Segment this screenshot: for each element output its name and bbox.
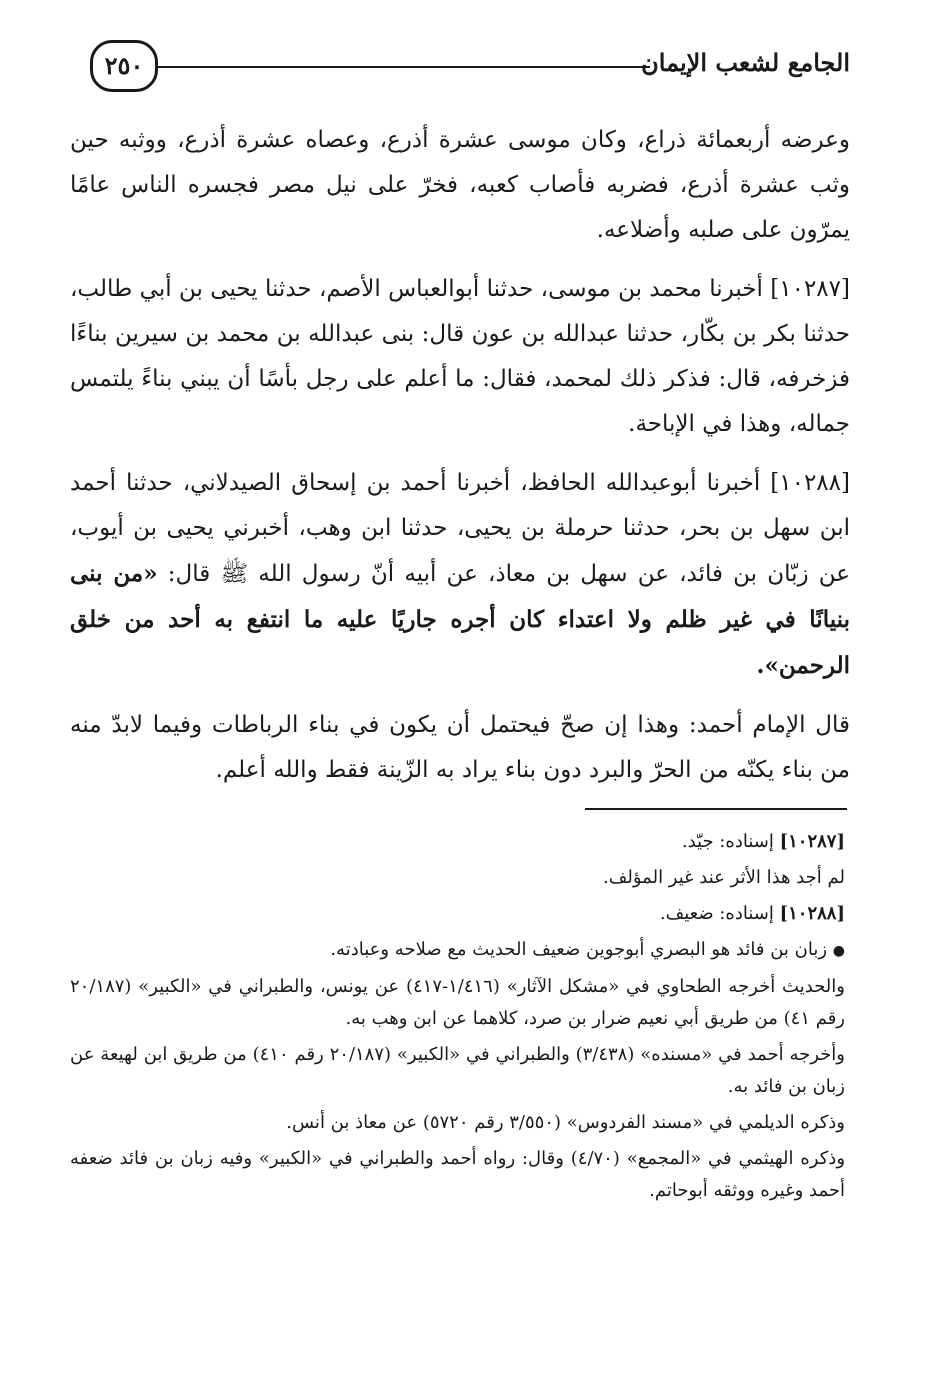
hadith-text: أخبرنا أبوعبدالله الحافظ، أخبرنا أحمد بن إسحاق الصيدلاني، حدثنا أحمد ابن سهل بن بحر، حدثنا حرملة بن يحيى، حدثنا ابن وهب، أخبرني يحيى بن أيوب، عن زبّان بن فائد، عن سهل بن معاذ، عن أبيه أنّ رسول الله ﷺ قال: xyxy=(70,470,850,587)
hadith-quote: «من بنى بنيانًا في غير ظلم ولا اعتداء كان أجره جاريًا عليه ما انتفع به أحد من خلق الرحمن». xyxy=(70,560,850,679)
footnotes xyxy=(70,826,845,1211)
footnote-separator xyxy=(585,808,847,810)
hadith-10287 xyxy=(70,267,850,447)
footnote-label: إسناده: جيّد. xyxy=(681,831,774,852)
footnote-line: وذكره الديلمي في «مسند الفردوس» (٣/٥٥٠ رقم ٥٧٢٠) عن معاذ بن أنس. xyxy=(286,1112,845,1133)
footnote-line xyxy=(70,934,845,967)
hadith-number: [١٠٢٨٨] xyxy=(770,470,851,496)
footnote-ref: [١٠٢٨٧] xyxy=(779,831,845,852)
book-title: الجامع لشعب الإيمان xyxy=(641,48,850,77)
footnote-line: والحديث أخرجه الطحاوي في «مشكل الآثار» (١/٤١٦-٤١٧) عن يونس، والطبراني في «الكبير» (٢٠/١٨٧ رقم ٤١) من طريق أبي نعيم ضرار بن صرد، كلاهما عن ابن وهب به. xyxy=(70,976,845,1029)
hadith-10288 xyxy=(70,461,850,689)
footnote-label: إسناده: ضعيف. xyxy=(659,903,774,924)
bullet-icon: ● xyxy=(832,943,845,959)
main-text xyxy=(70,118,850,807)
footnote-line: وأخرجه أحمد في «مسنده» (٣/٤٣٨) والطبراني في «الكبير» (٢٠/١٨٧ رقم ٤١٠) من طريق ابن لهيعة عن زبان بن فائد به. xyxy=(70,1044,845,1097)
footnote-ref: [١٠٢٨٨] xyxy=(779,903,845,924)
header-rule xyxy=(156,66,650,68)
page-number: ٢٥٠ xyxy=(90,40,158,92)
footnote-text: زبان بن فائد هو البصري أبوجوين ضعيف الحديث مع صلاحه وعبادته. xyxy=(330,939,828,960)
hadith-text: أخبرنا محمد بن موسى، حدثنا أبوالعباس الأصم، حدثنا يحيى بن أبي طالب، حدثنا بكر بن بكّار، حدثنا عبدالله بن عون قال: بنى عبدالله بن محمد بن سيرين بناءًا فزخرفه، قال: فذكر ذلك لمحمد، فقال: ما أعلم على رجل بأسًا أن يبني بناءً يلتمس جماله، وهذا في الإباحة. xyxy=(70,276,850,437)
hadith-number: [١٠٢٨٧] xyxy=(770,276,850,302)
running-header xyxy=(70,40,850,100)
footnote-line: وذكره الهيثمي في «المجمع» (٤/٧٠) وقال: رواه أحمد والطبراني في «الكبير» وفيه زبان بن فائد ضعفه أحمد وغيره ووثقه أبوحاتم. xyxy=(70,1148,846,1201)
footnote-line: لم أجد هذا الأثر عند غير المؤلف. xyxy=(603,867,845,888)
paragraph-continuation: وعرضه أربعمائة ذراع، وكان موسى عشرة أذرع، وعصاه عشرة أذرع، ووثبه حين وثب عشرة أذرع، فضربه فأصاب كعبه، فخرّ على نيل مصر فجسره الناس عامًا يمرّون على صلبه وأضلاعه. xyxy=(70,127,850,243)
imam-comment: قال الإمام أحمد: وهذا إن صحّ فيحتمل أن يكون في بناء الرباطات وفيما لابدّ منه من بناء يكنّه من الحرّ والبرد دون بناء يراد به الزّينة فقط والله أعلم. xyxy=(70,712,850,783)
footnote-10288 xyxy=(70,898,845,930)
footnote-10287 xyxy=(70,826,845,858)
